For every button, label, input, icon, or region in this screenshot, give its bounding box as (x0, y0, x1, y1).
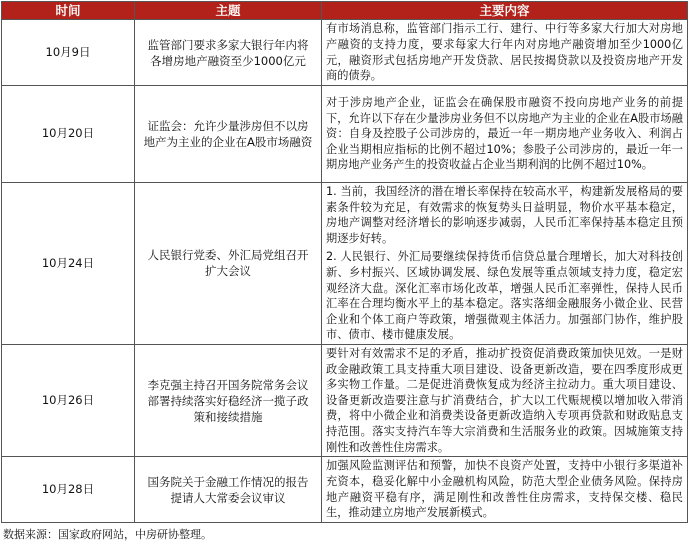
content-paragraph: 有市场消息称，监管部门指示工行、建行、中行等多家大行加大对房地产融资的支持力度，要求每家大行年内对房地产融资增加至少1000亿元，融资形式包括房地产开发贷款、居民按揭贷款以及投资房地产开发商的债券。 (326, 22, 683, 83)
row-content (322, 457, 688, 523)
row-content (322, 20, 688, 86)
content-paragraph: 1. 当前，我国经济的潜在增长率保持在较高水平，构建新发展格局的要素条件较为充足，有效需求的恢复势头日益明显，物价水平基本稳定，房地产调整对经济增长的影响逐步减弱，人民币汇率保持基本稳定且预期逐步好转。 (326, 185, 683, 245)
row-topic: 李克强主持召开国务院常务会议部署持续落实好稳经济一揽子政策和接续措施 (135, 344, 322, 456)
table-row (2, 86, 688, 183)
header-row (2, 2, 688, 20)
table-row (2, 344, 688, 456)
content-paragraph: 要针对有效需求不足的矛盾，推动扩投资促消费政策加快见效。一是财政金融政策工具支持重大项目建设、设备更新改造，要在四季度形成更多实物工作量。二是促进消费恢复成为经济主拉动力。重大项目建设、设备更新改造要注意与扩消费结合，扩大以工代赈规模以增加收入带消费，将中小微企业和消费类设备更新改造纳入专项再贷款和财政贴息支持范围。落实支持汽车等大宗消费和生活服务业的政策。因城施策支持刚性和改善性住房需求。 (326, 346, 683, 454)
table-header (2, 2, 688, 20)
row-content (322, 183, 688, 345)
table-row (2, 20, 688, 86)
content-paragraph: 对于涉房地产企业，证监会在确保股市融资不投向房地产业务的前提下，允许以下存在少量涉房业务但不以房地产为主业的企业在A股市场融资：自身及控股子公司涉房的，最近一年一期房地产业务收入、利润占企业当期相应指标的比例不超过10%；参股子公司涉房的，最近一年一期房地产业务产生的投资收益占企业当期利润的比例不超过10%。 (326, 96, 683, 172)
row-topic: 人民银行党委、外汇局党组召开扩大会议 (135, 183, 322, 345)
row-date: 10月26日 (2, 344, 135, 456)
row-topic: 国务院关于金融工作情况的报告提请人大常委会议审议 (135, 457, 322, 523)
row-content (322, 86, 688, 183)
row-content (322, 344, 688, 456)
header-date: 时间 (2, 2, 135, 20)
table-row (2, 457, 688, 523)
table-row (2, 183, 688, 345)
table-body (2, 20, 688, 523)
row-date: 10月9日 (2, 20, 135, 86)
row-date: 10月24日 (2, 183, 135, 345)
header-content: 主要内容 (322, 2, 688, 20)
row-topic: 证监会：允许少量涉房但不以房地产为主业的企业在A股市场融资 (135, 86, 322, 183)
source-note: 数据来源：国家政府网站，中房研协整理。 (3, 528, 212, 541)
row-date: 10月28日 (2, 457, 135, 523)
row-date: 10月20日 (2, 86, 135, 183)
header-topic: 主题 (135, 2, 322, 20)
policy-table (1, 1, 688, 523)
content-paragraph: 加强风险监测评估和预警，加快不良资产处置，支持中小银行多渠道补充资本，稳妥化解中小金融机构风险，防范大型企业债务风险。保持房地产融资平稳有序，满足刚性和改善性住房需求，支持保交楼、稳民生，推动建立房地产发展新模式。 (326, 459, 683, 520)
content-paragraph: 2. 人民银行、外汇局要继续保持货币信贷总量合理增长，加大对科技创新、乡村振兴、区域协调发展、绿色发展等重点领域支持力度，稳定宏观经济大盘。深化汇率市场化改革，增强人民币汇率弹性，保持人民币汇率在合理均衡水平上的基本稳定。落实落细金融服务小微企业、民营企业和个体工商户等政策，增强微观主体活力。加强部门协作，维护股市、债市、楼市健康发展。 (326, 250, 683, 342)
row-topic: 监管部门要求多家大银行年内将各增房地产融资至少1000亿元 (135, 20, 322, 86)
